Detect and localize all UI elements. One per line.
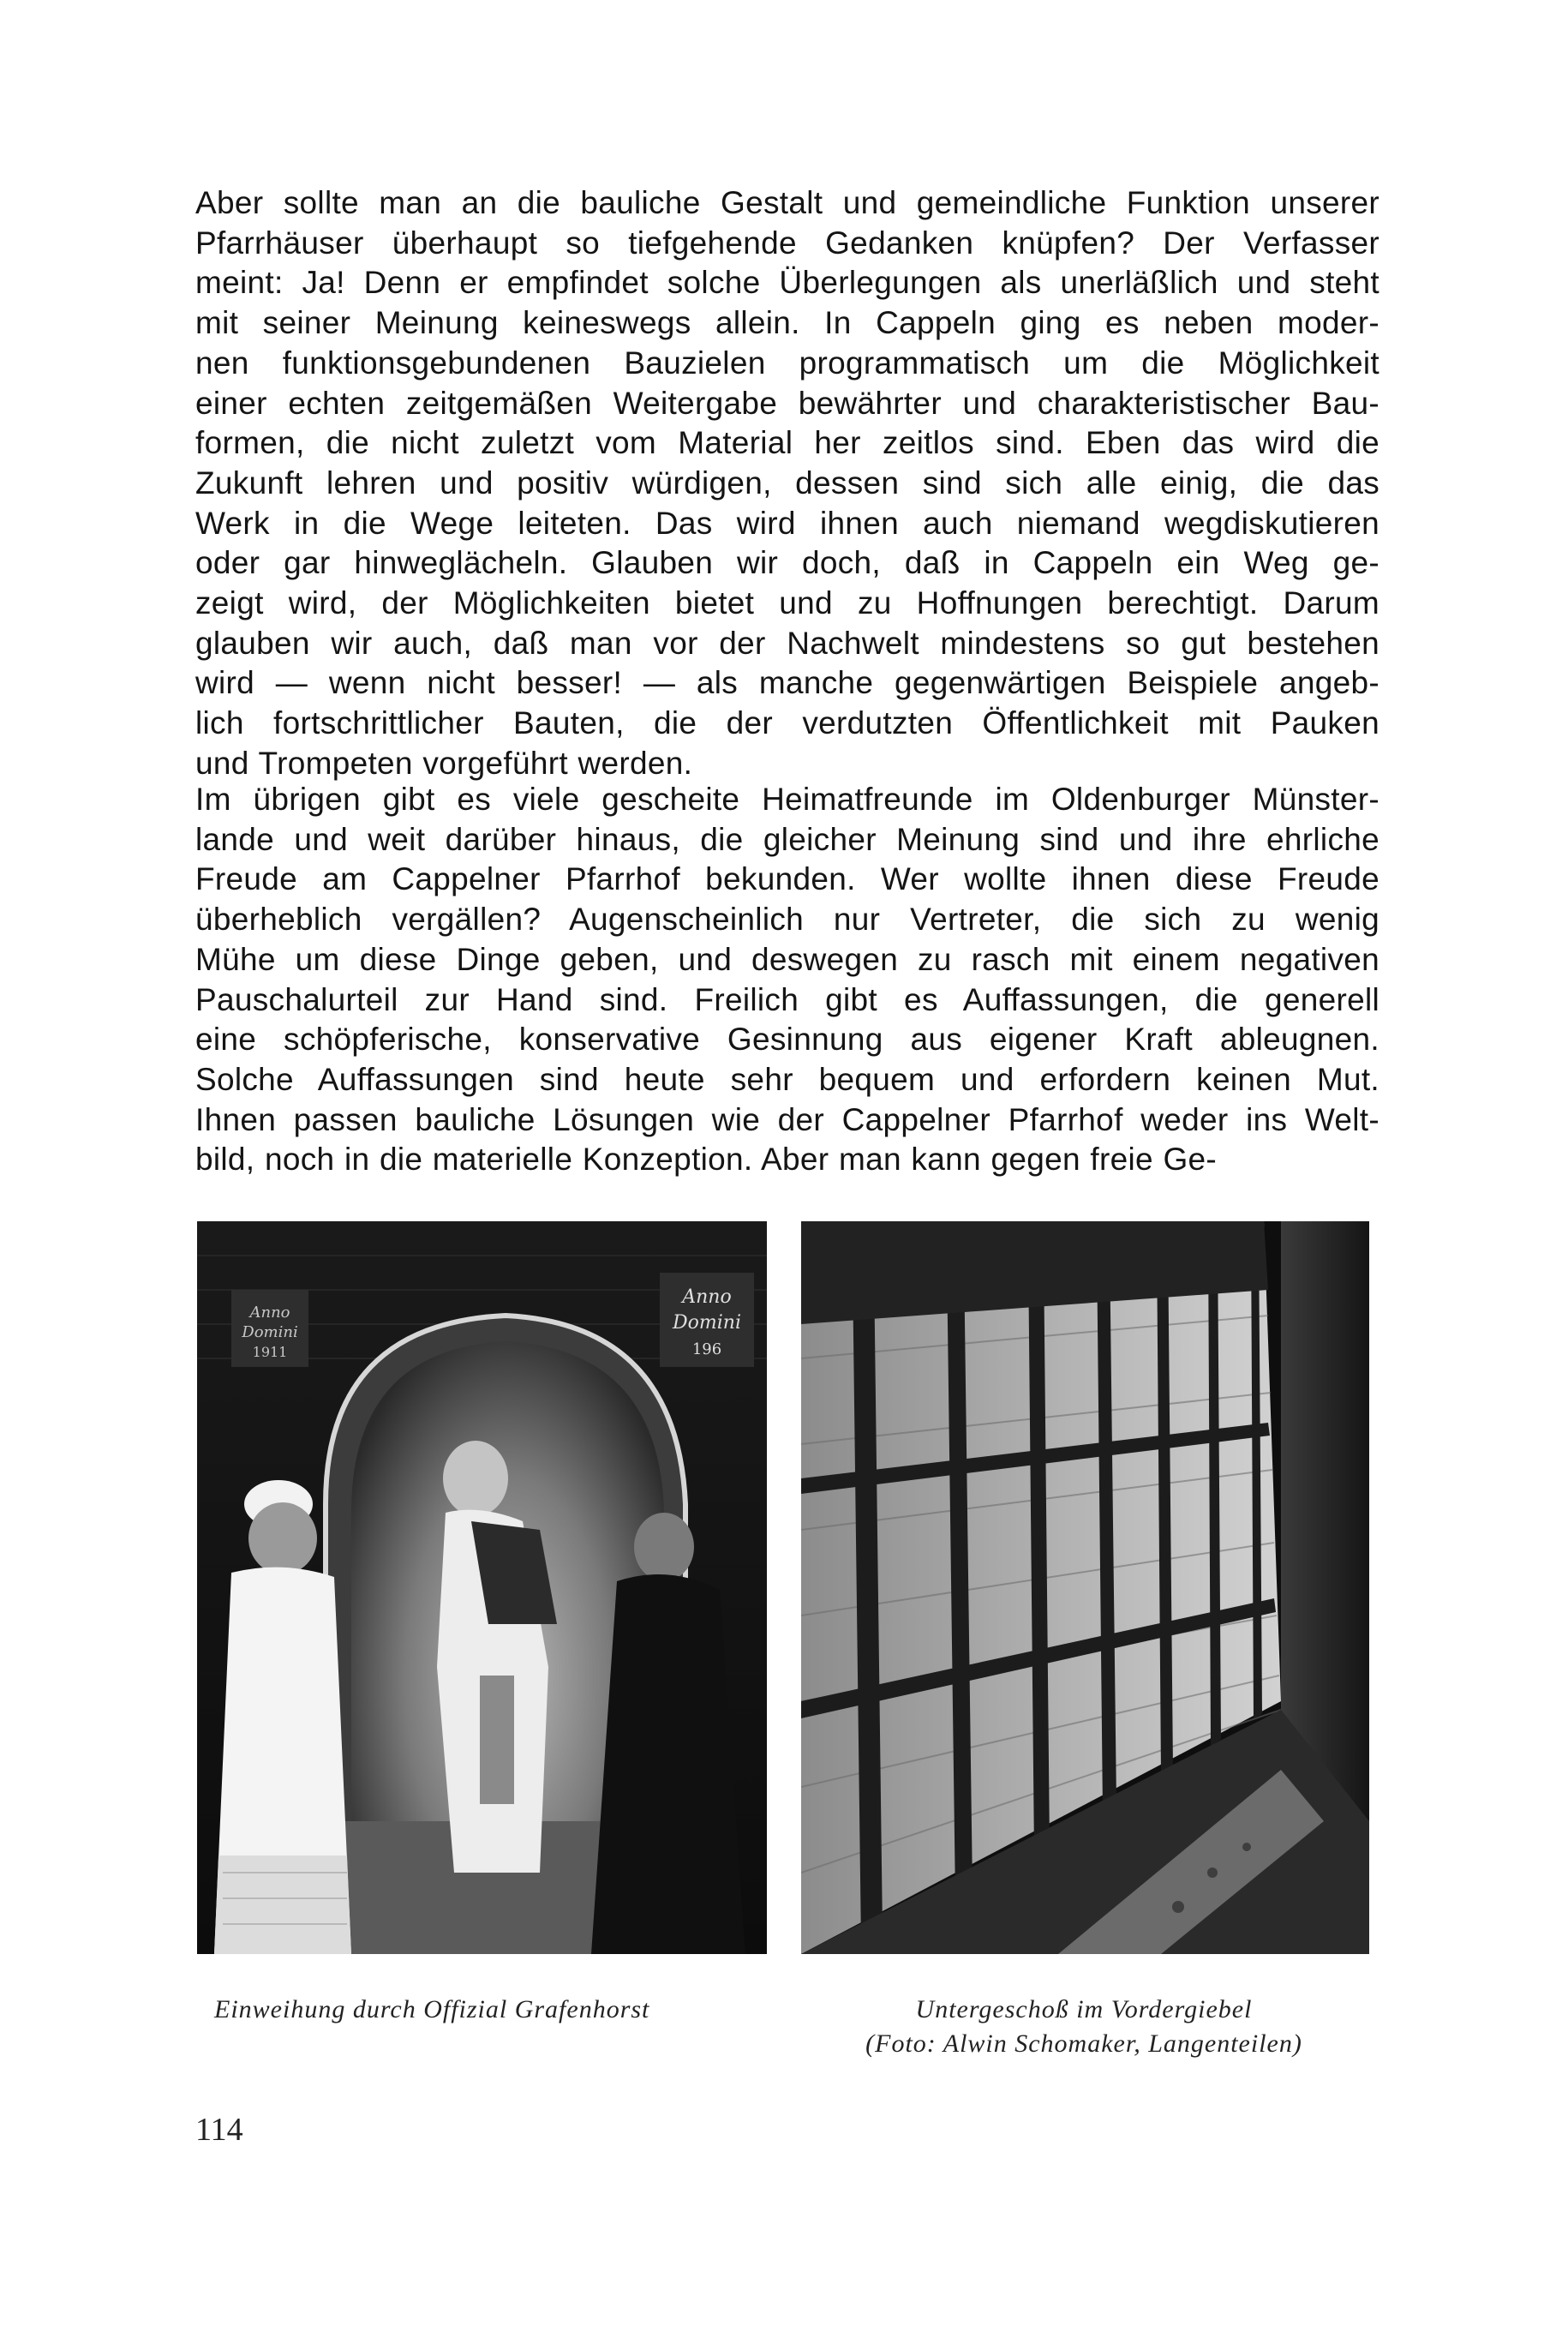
text-line: wird — wenn nicht besser! — als manche gegenwärtigen Beispiele angeb- bbox=[195, 665, 1379, 701]
text-line: einer echten zeitgemäßen Weitergabe bewährter und charakteristischer Bau- bbox=[195, 385, 1379, 421]
caption-consecration: Einweihung durch Offizial Grafenhorst bbox=[214, 1995, 650, 2023]
svg-text:196: 196 bbox=[691, 1340, 722, 1358]
text-line: Pauschalurteil zur Hand sind. Freilich gibt es Auffassungen, die generell bbox=[195, 981, 1379, 1017]
svg-text:1911: 1911 bbox=[252, 1344, 288, 1360]
text-line: Mühe um diese Dinge geben, und deswegen zu rasch mit einem negativen bbox=[195, 941, 1379, 977]
paragraph-text bbox=[195, 183, 1379, 784]
body-paragraph-1 bbox=[195, 183, 1379, 784]
svg-text:Domini: Domini bbox=[242, 1323, 298, 1341]
consecration-photo bbox=[197, 1221, 767, 1954]
svg-text:Anno: Anno bbox=[682, 1286, 732, 1308]
text-line: Zukunft lehren und positiv würdigen, dessen sind sich alle einig, die das bbox=[195, 465, 1379, 501]
text-line: formen, die nicht zuletzt vom Material her zeitlos sind. Eben das wird die bbox=[195, 425, 1379, 461]
text-line: oder gar hinweglächeln. Glauben wir doch, daß in Cappeln ein Weg ge- bbox=[195, 545, 1379, 581]
page-number: 114 bbox=[195, 2112, 243, 2148]
text-line: Werk in die Wege leiteten. Das wird ihnen auch niemand wegdiskutieren bbox=[195, 505, 1379, 541]
svg-text:Domini: Domini bbox=[673, 1312, 741, 1334]
caption-facade bbox=[801, 1993, 1367, 2061]
text-line: lich fortschrittlicher Bauten, die der verdutzten Öffentlichkeit mit Pauken bbox=[195, 705, 1379, 741]
text-line: zeigt wird, der Möglichkeiten bietet und zu Hoffnungen berechtigt. Darum bbox=[195, 585, 1379, 621]
caption-facade-title: Untergeschoß im Vordergiebel bbox=[915, 1995, 1253, 2023]
text-line: Im übrigen gibt es viele gescheite Heimatfreunde im Oldenburger Münster- bbox=[195, 782, 1379, 817]
text-line: bild, noch in die materielle Konzeption. Aber man kann gegen freie Ge- bbox=[195, 1142, 1218, 1178]
text-line: lande und weit darüber hinaus, die gleicher Meinung sind und ihre ehrliche bbox=[195, 821, 1379, 857]
text-line: Freude am Cappelner Pfarrhof bekunden. Wer wollte ihnen diese Freude bbox=[195, 861, 1379, 897]
timber-frame-facade-photo bbox=[801, 1221, 1369, 1954]
text-line: Pfarrhäuser überhaupt so tiefgehende Gedanken knüpfen? Der Verfasser bbox=[195, 225, 1379, 261]
consecration-photo-image bbox=[197, 1221, 767, 1954]
timber-frame-facade-image bbox=[801, 1221, 1369, 1954]
text-line: eine schöpferische, konservative Gesinnung aus eigener Kraft ableugnen. bbox=[195, 1022, 1379, 1058]
paragraph-text bbox=[195, 780, 1379, 1180]
caption-photo-credit: (Foto: Alwin Schomaker, Langenteilen) bbox=[865, 2029, 1302, 2058]
text-line: glauben wir auch, daß man vor der Nachwelt mindestens so gut bestehen bbox=[195, 625, 1379, 661]
text-line: mit seiner Meinung keineswegs allein. In Cappeln ging es neben moder- bbox=[195, 305, 1379, 341]
svg-text:Anno: Anno bbox=[249, 1304, 290, 1322]
text-line: Ihnen passen bauliche Lösungen wie der Cappelner Pfarrhof weder ins Welt- bbox=[195, 1101, 1379, 1137]
text-line: Solche Auffassungen sind heute sehr bequem und erfordern keinen Mut. bbox=[195, 1061, 1379, 1097]
text-line: Aber sollte man an die bauliche Gestalt und gemeindliche Funktion unserer bbox=[195, 185, 1379, 220]
text-line: meint: Ja! Denn er empfindet solche Überlegungen als unerläßlich und steht bbox=[195, 265, 1379, 301]
text-line: und Trompeten vorgeführt werden. bbox=[195, 745, 693, 781]
text-line: überheblich vergällen? Augenscheinlich nur Vertreter, die sich zu wenig bbox=[195, 902, 1379, 938]
body-paragraph-2 bbox=[195, 780, 1379, 1180]
text-line: nen funktionsgebundenen Bauzielen programmatisch um die Möglichkeit bbox=[195, 345, 1379, 381]
